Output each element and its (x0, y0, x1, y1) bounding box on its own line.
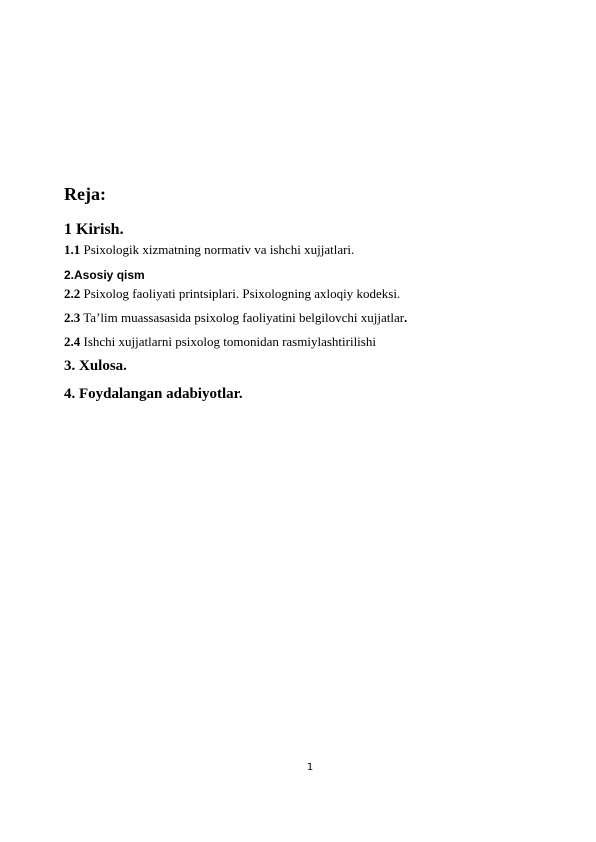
item-number: 1.1 (64, 242, 81, 257)
page-number: 1 (306, 762, 314, 773)
item-main-part: 2.Asosiy qism (64, 268, 145, 282)
item-conclusion: 3. Xulosa. (64, 358, 127, 374)
item-text: Psixolog faoliyati printsiplari. Psixologning axloqiy kodeksi. (80, 286, 401, 301)
item-number: 2.2 (64, 286, 81, 301)
item-2-4 (64, 334, 376, 350)
item-number: 2.4 (64, 334, 81, 349)
item-number: 2.3 (64, 310, 81, 325)
item-2-3 (64, 310, 407, 326)
item-introduction: 1 Kirish. (64, 221, 124, 238)
item-suffix: . (404, 310, 408, 325)
item-1-1 (64, 242, 354, 258)
plan-heading: Reja: (64, 184, 106, 204)
item-text: Ta’lim muassasasida psixolog faoliyatini belgilovchi xujjatlar (80, 310, 405, 325)
item-references: 4. Foydalangan adabiyotlar. (64, 386, 243, 402)
item-text: Ishchi xujjatlarni psixolog tomonidan rasmiylashtirilishi (80, 334, 376, 349)
item-text: Psixologik xizmatning normativ va ishchi xujjatlari. (80, 242, 355, 257)
item-2-2 (64, 286, 400, 302)
